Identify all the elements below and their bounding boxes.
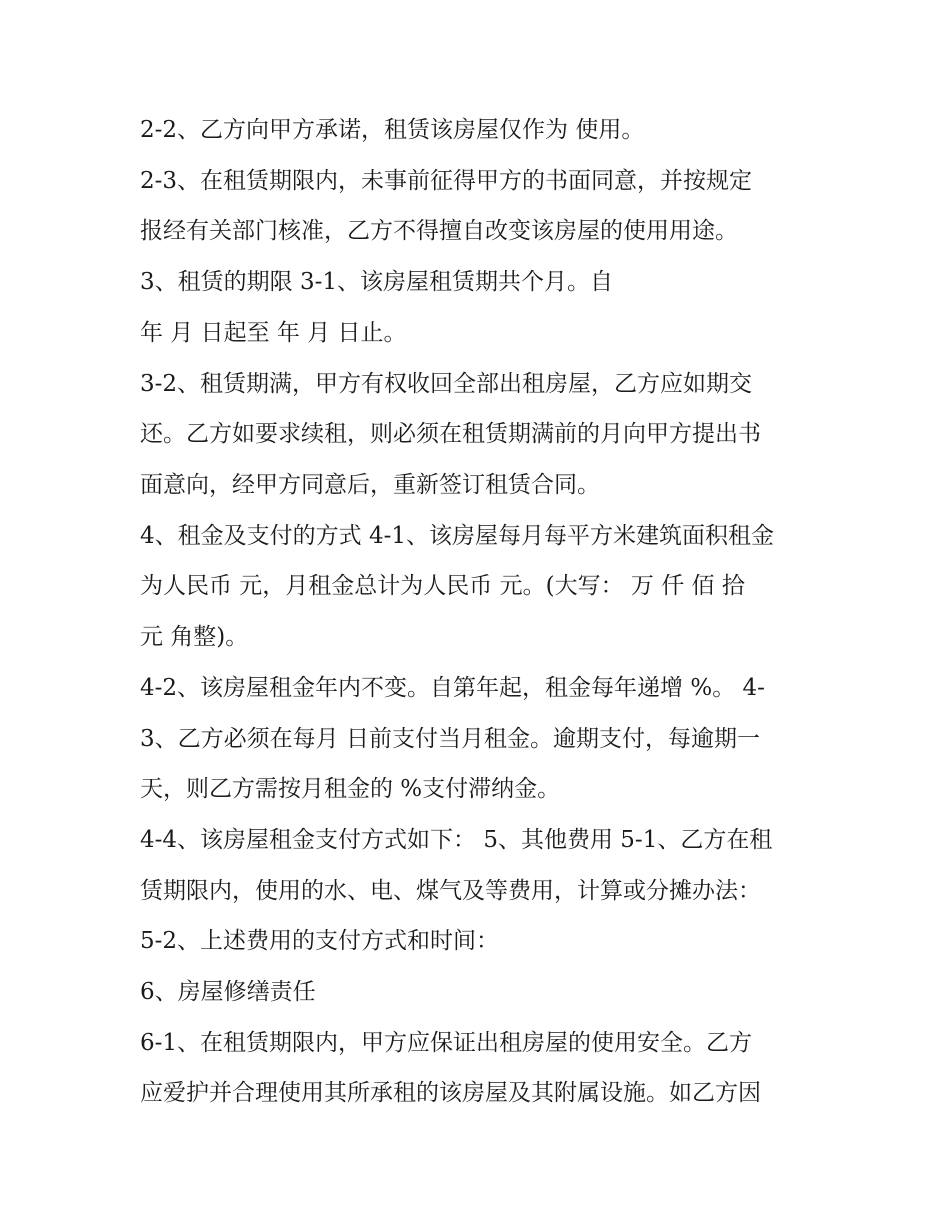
text-line: 2-3、在租赁期限内，未事前征得甲方的书面同意，并按规定 xyxy=(140,168,753,194)
text-line: 应爱护并合理使用其所承租的该房屋及其附属设施。如乙方因 xyxy=(140,1080,761,1106)
text-line: 元 角整)。 xyxy=(140,624,249,650)
text-line: 6-1、在租赁期限内，甲方应保证出租房屋的使用安全。乙方 xyxy=(140,1030,753,1056)
text-line: 面意向，经甲方同意后，重新签订租赁合同。 xyxy=(140,472,600,498)
text-line: 4-2、该房屋租金年内不变。自第年起，租金每年递增 %。 4- xyxy=(140,675,765,701)
text-line: 6、房屋修缮责任 xyxy=(140,979,316,1005)
text-line: 4-4、该房屋租金支付方式如下： 5、其他费用 5-1、乙方在租 xyxy=(140,827,773,853)
text-line: 3-2、租赁期满，甲方有权收回全部出租房屋，乙方应如期交 xyxy=(140,371,753,397)
text-line: 3、乙方必须在每月 日前支付当月租金。逾期支付，每逾期一 xyxy=(140,726,760,752)
text-line: 为人民币 元，月租金总计为人民币 元。(大写： 万 仟 佰 拾 xyxy=(140,573,745,599)
text-line: 2-2、乙方向甲方承诺，租赁该房屋仅作为 使用。 xyxy=(140,117,645,143)
text-line: 赁期限内，使用的水、电、煤气及等费用，计算或分摊办法： xyxy=(140,878,761,904)
text-line: 天，则乙方需按月租金的 %支付滞纳金。 xyxy=(140,776,561,802)
text-line: 4、租金及支付的方式 4-1、该房屋每月每平方米建筑面积租金 xyxy=(140,523,774,549)
text-line: 5-2、上述费用的支付方式和时间： xyxy=(140,928,500,954)
text-line: 3、租赁的期限 3-1、该房屋租赁期共个月。自 xyxy=(140,269,613,295)
text-line: 还。乙方如要求续租，则必须在租赁期满前的月向甲方提出书 xyxy=(140,421,761,447)
text-line: 报经有关部门核准，乙方不得擅自改变该房屋的使用用途。 xyxy=(140,218,738,244)
text-line: 年 月 日起至 年 月 日止。 xyxy=(140,320,407,346)
